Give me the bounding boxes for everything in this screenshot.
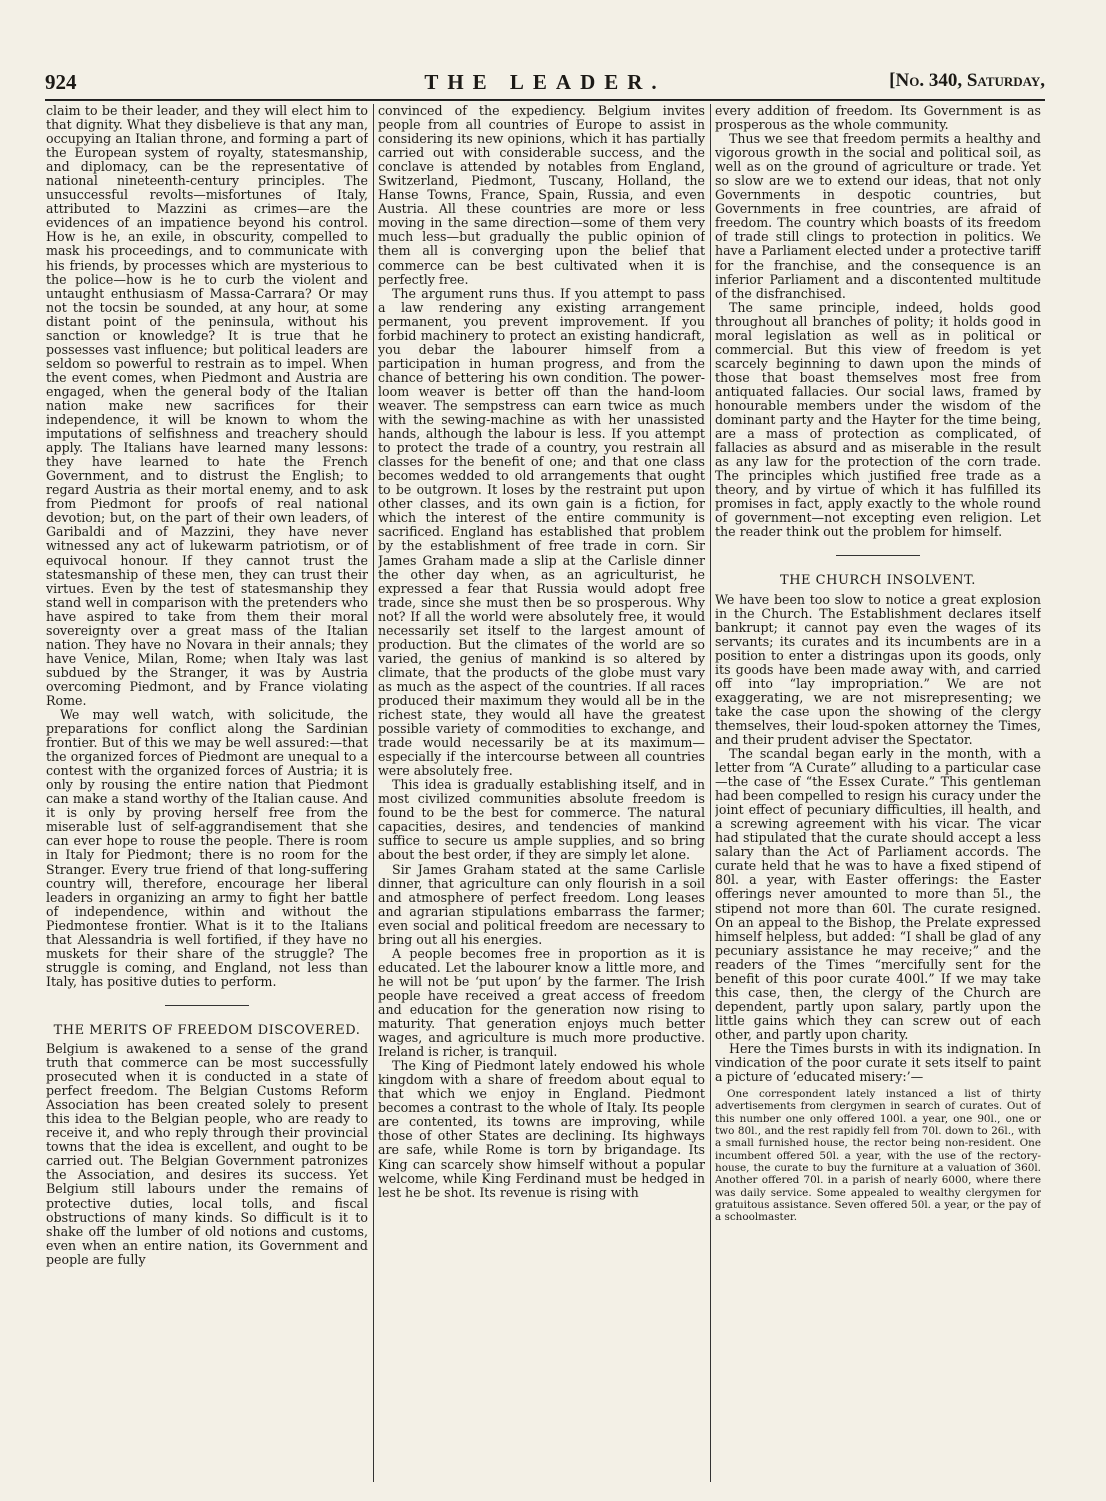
article-paragraph: Thus we see that freedom permits a healthy and vigorous growth in the social and political soil, as well as on the ground of agriculture or trade. Yet so slow are we to extend our ideas, that not only Governments in despotic countries, but Governments in free countries, are afraid of freedom. The country which boasts of its freedom of trade still clings to protection in politics. We have a Parliament elected under a protective tariff for the franchise, and the consequence is an inferior Parliament and a discontented multitude of the disfranchised. [715, 131, 1041, 301]
article-heading: THE CHURCH INSOLVENT. [780, 573, 976, 589]
quoted-extract-text: One correspondent lately instanced a list of thirty advertisements from clergymen in search of curates. Out of this number one only offered 100l. a year, one 90l., one or two 80l., and the rest rapidly fell from 70l. down to 26l., with a small furnished house, the rector being non-resident. One incumbent offered 50l. a year, with the use of the rectory-house, the curate to buy the furniture at a valuation of 360l. Another offered 70l. in a parish of nearly 6000, where there was daily service. Some appealed to wealthy clergymen for gratuitous assistance. Seven offered 50l. a year, or the pay of a schoolmaster. [715, 1088, 1041, 1224]
section-separator [165, 1005, 249, 1006]
header-rule [45, 99, 1045, 101]
column-2 [378, 104, 705, 1482]
section-separator [836, 555, 920, 556]
article-paragraph: The same principle, indeed, holds good throughout all branches of polity; it holds good in moral legislation as well as in political or commercial. But this view of freedom is yet scarcely beginning to dawn upon the minds of those that boast themselves most free from antiquated fallacies. Our social laws, framed by honourable members under the wisdom of the dominant party and the Hayter for the time being, are a mass of protection as complicated, of fallacies as absurd and as miserable in the result as any law for the protection of the corn trade. The principles which justified free trade as a theory, and by virtue of which it has fulfilled its promises in fact, apply exactly to the whole round of government—not excepting even religion. Let the reader think out the problem for himself. [715, 299, 1041, 540]
column-1 [46, 104, 368, 1482]
article-paragraph: The argument runs thus. If you attempt to pass a law rendering any existing arrangement permanent, you prevent improvement. If you forbid machinery to protect an existing handicraft, you debar the labourer himself from a participation in human progress, and from the chance of bettering his own condition. The power-loom weaver is better off than the hand-loom weaver. The sempstress can earn twice as much with the sewing-machine as with her unassisted hands, although the labour is less. If you attempt to protect the trade of a country, you restrain all classes for the benefit of one; and that one class becomes wedded to old arrangements that ought to be outgrown. It loses by the restraint put upon other classes, and its own gain is a fiction, for which the interest of the entire community is sacrificed. England has established that problem by the establishment of free trade in corn. Sir James Graham made a slip at the Carlisle dinner the other day when, as an agriculturist, he expressed a fear that Russia would adopt free trade, since she must then be so prosperous. Why not? If all the world were absolutely free, it would necessarily set itself to the largest amount of production. But the climates of the world are so varied, the genius of mankind is so altered by climate, that the products of the globe must vary as much as the aspect of the countries. If all races produced their maximum they would all be in the richest state, they would all have the greatest possible variety of commodities to exchange, and trade would necessarily be at its maximum—especially if the intercourse between all countries were absolutely free. [378, 285, 705, 779]
article-paragraph: Here the Times bursts in with its indignation. In vindication of the poor curate it sets itself to paint a picture of ‘educated misery:’— [715, 1041, 1041, 1085]
article-paragraph: The scandal began early in the month, with a letter from “A Curate” alluding to a particular case—the case of “the Essex Curate.” This gentleman had been compelled to resign his curacy under the joint effect of pecuniary difficulties, ill health, and a screwing agreement with his vicar. The vicar had stipulated that the curate should accept a less salary than the Act of Parliament accords. The curate held that he was to have a fixed stipend of 80l. a year, with Easter offerings: the Easter offerings never amounted to more than 5l., the stipend not more than 60l. The curate resigned. On an appeal to the Bishop, the Prelate expressed himself helpless, but added: “I shall be glad of any pecuniary assistance he may receive;” and the readers of the Times “mercifully sent for the benefit of this poor curate 400l.” If we may take this case, then, the clergy of the Church are dependent, partly upon salary, partly upon the little gains which they can screw out of each other, and partly upon charity. [715, 746, 1041, 1042]
article-heading: THE MERITS OF FREEDOM DISCOVERED. [53, 1022, 361, 1038]
article-paragraph: convinced of the expediency. Belgium invites people from all countries of Europe to assist in considering its new opinions, which it has partially carried out with considerable success, and the conclave is attended by notables from England, Switzerland, Piedmont, Tuscany, Holland, the Hanse Towns, France, Spain, Russia, and even Austria. All these countries are more or less moving in the same direction—some of them very much less—but gradually the public opinion of them all is converging upon the belief that commerce can be best cultivated when it is perfectly free. [378, 104, 705, 287]
article-paragraph: This idea is gradually establishing itself, and in most civilized communities absolute freedom is found to be the best for commerce. The natural capacities, desires, and tendencies of mankind suffice to secure us ample supplies, and so bring about the best order, if they are simply let alone. [378, 777, 705, 863]
article-paragraph: Belgium is awakened to a sense of the grand truth that commerce can be most successfully prosecuted when it is conducted in a state of perfect freedom. The Belgian Customs Reform Association has been created solely to present this idea to the Belgian people, who are ready to receive it, and who reply through their provincial towns that the idea is excellent, and ought to be carried out. The Belgian Government patronizes the Association, and desires its success. Yet Belgium still labours under the remains of protective duties, local tolls, and fiscal obstructions of many kinds. So difficult is it to shake off the lumber of old notions and customs, even when an entire nation, its Government and people are fully [46, 1041, 368, 1267]
quoted-extract [715, 1088, 1041, 1223]
masthead-title: THE LEADER. [424, 70, 666, 94]
column-3 [715, 104, 1041, 1482]
issue-label: [No. 340, Saturday, [889, 70, 1045, 91]
page-header [45, 70, 1045, 96]
article-paragraph: The King of Piedmont lately endowed his whole kingdom with a share of freedom about equal to that which we enjoy in England. Piedmont becomes a contrast to the whole of Italy. Its people are contented, its towns are improving, while those of other States are declining. Its highways are safe, while Rome is torn by brigandage. Its King can scarcely show himself without a popular welcome, while King Ferdinand must be hedged in lest he be shot. Its revenue is rising with [378, 1058, 705, 1200]
column-divider [373, 104, 374, 1482]
page-number: 924 [45, 70, 77, 94]
article-paragraph: We may well watch, with solicitude, the preparations for conflict along the Sardinian frontier. But of this we may be well assured:—that the organized forces of Piedmont are unequal to a contest with the organized forces of Austria; it is only by rousing the entire nation that Piedmont can make a stand worthy of the Italian cause. And it is only by proving herself free from the miserable lust of self-aggrandisement that she can ever hope to rouse the people. There is room in Italy for Piedmont; there is no room for the Stranger. Every true friend of that long-suffering country will, therefore, encourage her liberal leaders in organizing an army to fight her battle of independence, within and without the Piedmontese frontier. What is it to the Italians that Alessandria is well fortified, if they have no muskets for their share of the struggle? The struggle is coming, and England, not less than Italy, has positive duties to perform. [46, 707, 368, 989]
article-paragraph: Sir James Graham stated at the same Carlisle dinner, that agriculture can only flourish in a soil and atmosphere of perfect freedom. Long leases and agrarian stipulations embarrass the farmer; even social and political freedom are necessary to bring out all his energies. [378, 861, 705, 947]
article-paragraph: A people becomes free in proportion as it is educated. Let the labourer know a little more, and he will not be ‘put upon’ by the farmer. The Irish people have received a great access of freedom and education for the generation now rising to maturity. That generation enjoys much better wages, and agriculture is much more productive. Ireland is richer, is tranquil. [378, 945, 705, 1060]
article-paragraph: claim to be their leader, and they will elect him to that dignity. What they disbelieve is that any man, occupying an Italian throne, and forming a part of the European system of royalty, statesmanship, and diplomacy, can be the representative of national nineteenth-century principles. The unsuccessful revolts—misfortunes of Italy, attributed to Mazzini as crimes—are the evidences of an impatience beyond his control. How is he, an exile, in obscurity, compelled to mask his proceedings, and to communicate with his friends, by processes which are mysterious to the police—how is he to curb the violent and untaught enthusiasm of Massa-Carrara? Or may not the tocsin be sounded, at any hour, at some distant point of the peninsula, without his sanction or knowledge? It is true that he possesses vast influence; but political leaders are seldom so powerful to restrain as to impel. When the event comes, when Piedmont and Austria are engaged, when the general body of the Italian nation make new sacrifices for their independence, it will be known to whom the imputations of selfishness and treachery should apply. The Italians have learned many lessons: they have learned to hate the French Government, and to distrust the English; to regard Austria as their mortal enemy, and to ask from Piedmont for proofs of real national devotion; but, on the part of their own leaders, of Garibaldi and of Mazzini, they have never witnessed any act of lukewarm patriotism, or of equivocal honour. If they cannot trust the statesmanship of these men, they can trust their virtues. Even by the test of statesmanship they stand well in comparison with the pretenders who have aspired to take from them their moral sovereignty over a great mass of the Italian nation. They have no Novara in their annals; they have Venice, Milan, Rome; when Italy was last subdued by the Stranger, it was by Austria overcoming Piedmont, and by France violating Rome. [46, 104, 368, 708]
column-divider [710, 104, 711, 1482]
article-paragraph: We have been too slow to notice a great explosion in the Church. The Establishment declares itself bankrupt; it cannot pay even the wages of its servants; its curates and its incumbents are in a position to enter a distringas upon its goods, only its goods have been made away with, and carried off into “lay impropriation.” We are not exaggerating, we are not misrepresenting; we take the case upon the showing of the clergy themselves, their loud-spoken attorney the Times, and their prudent adviser the Spectator. [715, 591, 1041, 747]
article-paragraph: every addition of freedom. Its Government is as prosperous as the whole community. [715, 104, 1041, 133]
